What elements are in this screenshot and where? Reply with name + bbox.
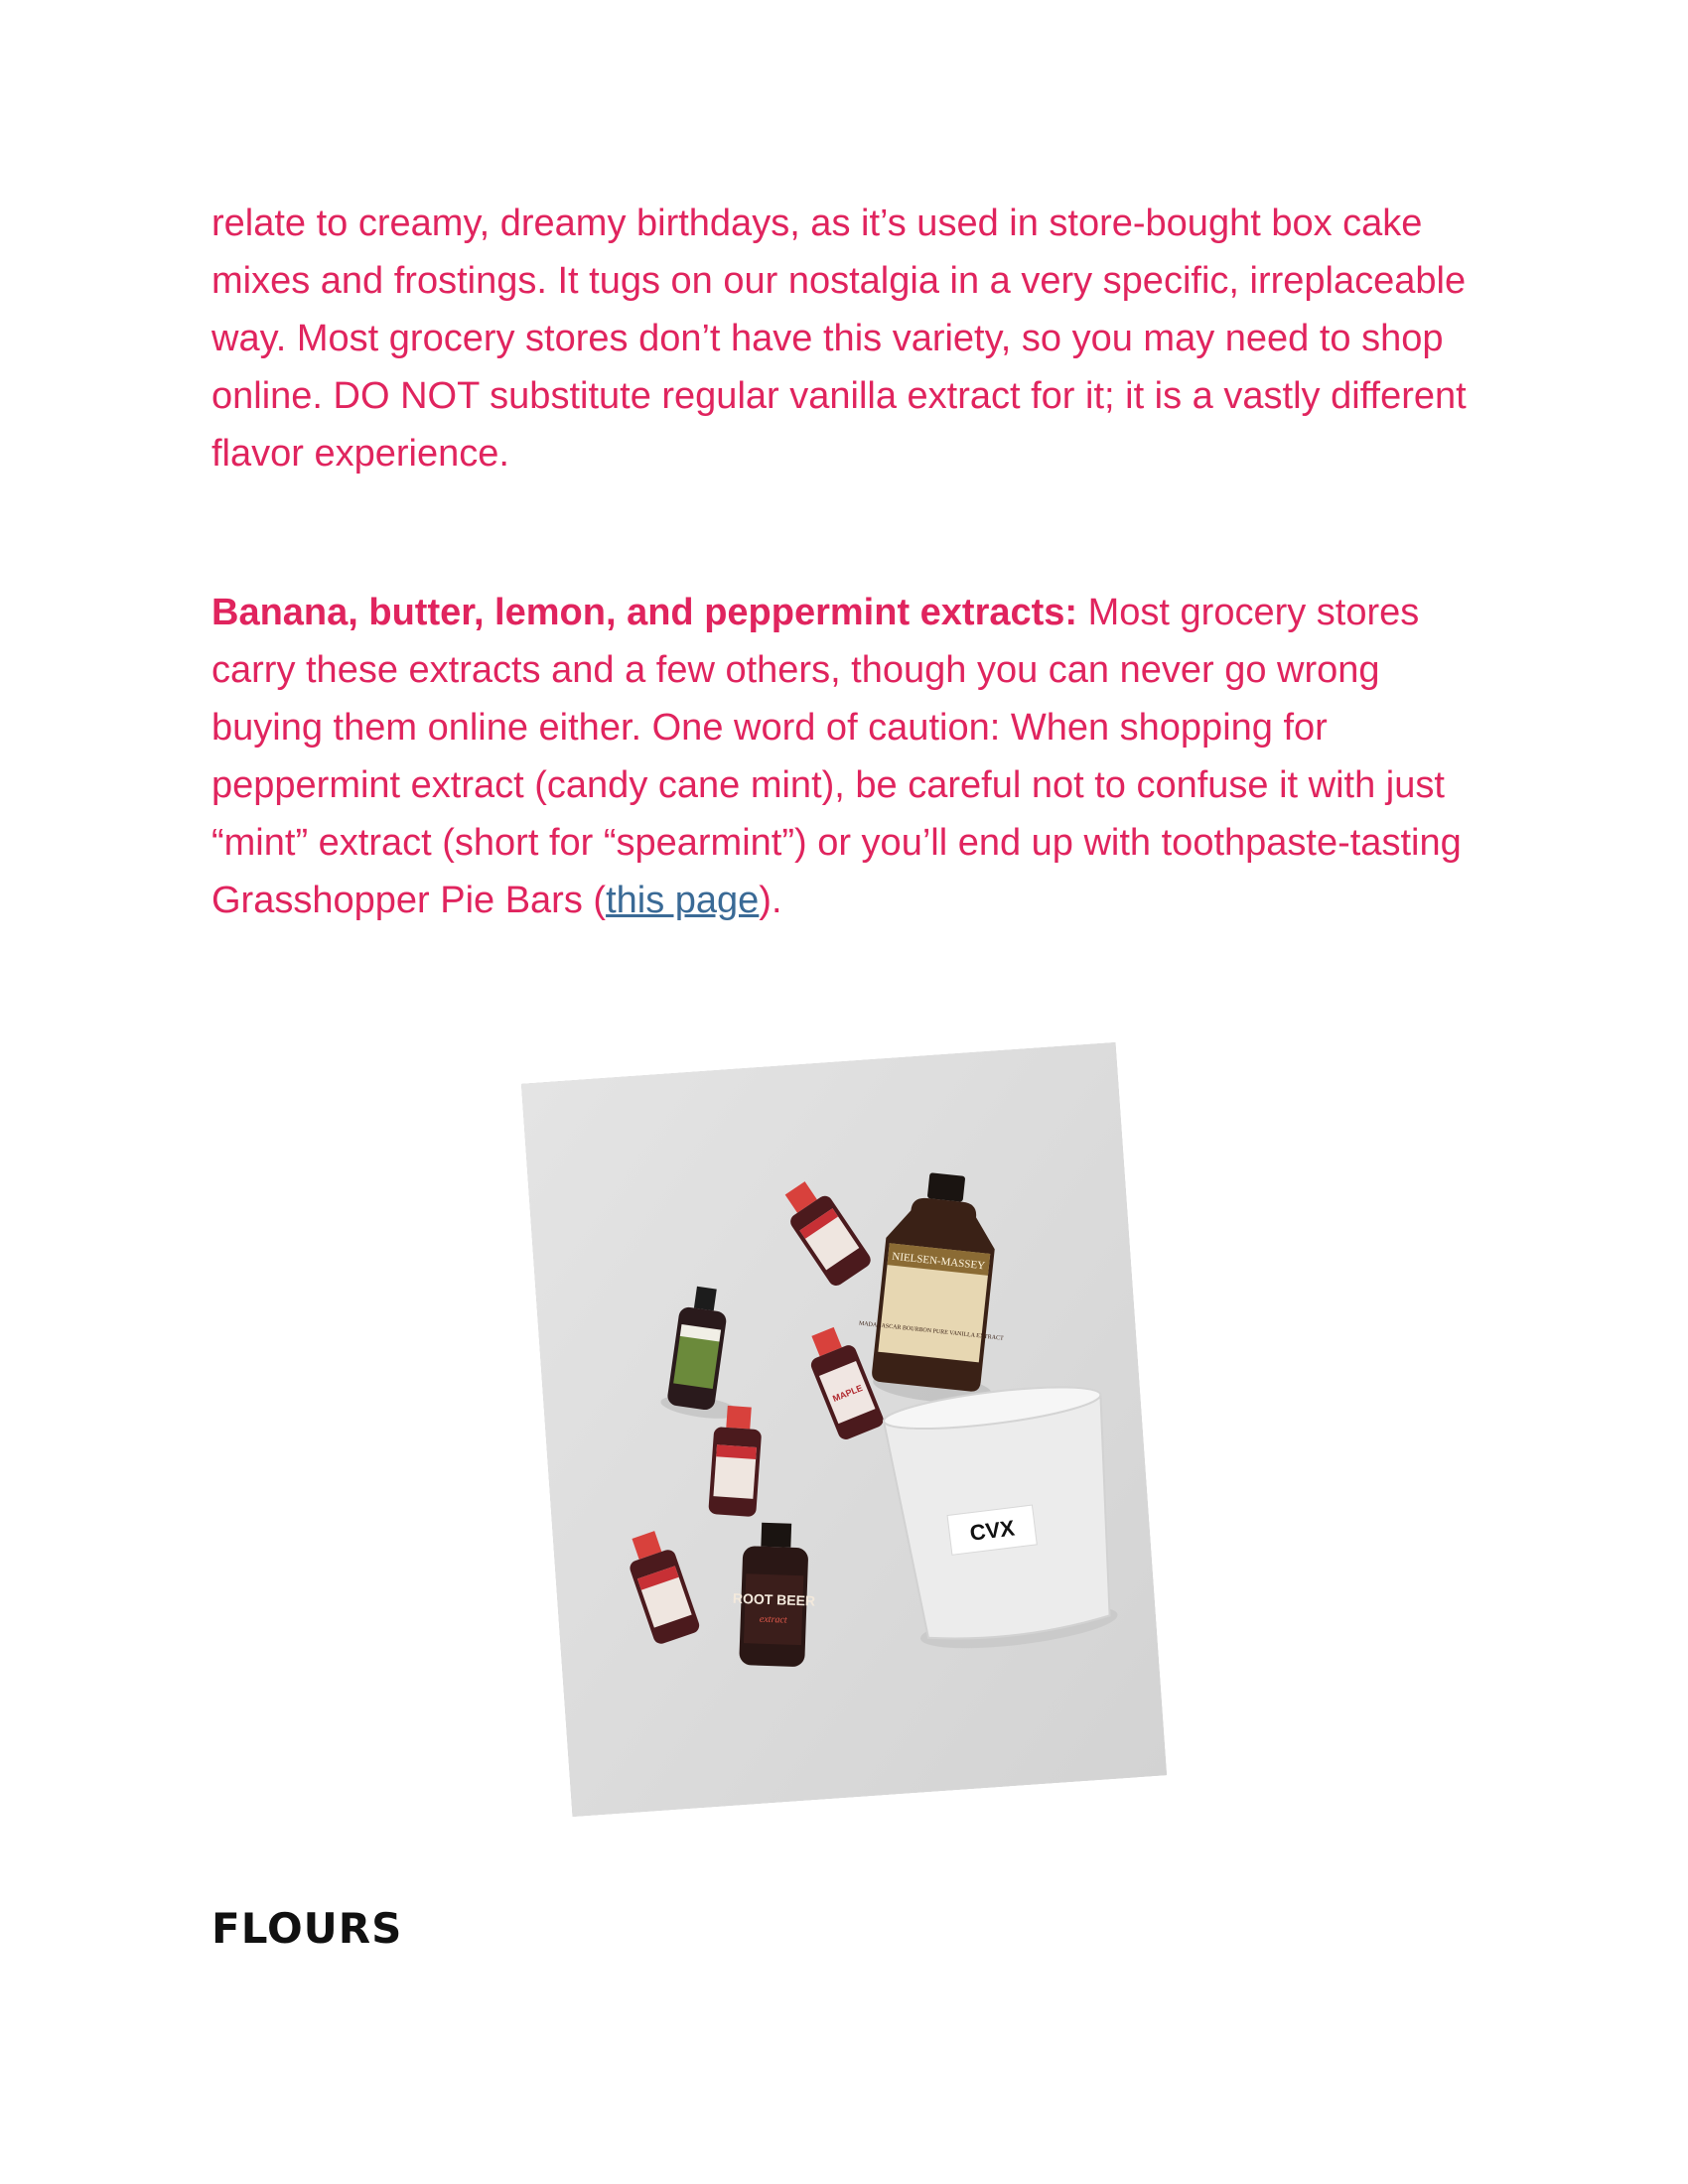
svg-text:MADAGASCAR BOURBON PURE VANILL: MADAGASCAR BOURBON PURE VANILLA EXTRACT xyxy=(858,1320,1004,1342)
paragraph-text: relate to creamy, dreamy birthdays, as it’s used in store-bought box cake mixes and frostings. It tugs on our nostalgia in a very specific, irreplaceable way. Most grocery stores don’t have this variety, so you may need to shop online. DO NOT substitute regular vanilla extract for it; it is a vastly different flavor experience. xyxy=(211,203,1467,475)
paragraph-clear-vanilla xyxy=(211,195,1482,482)
paragraph-extracts xyxy=(211,584,1482,929)
extracts-photo-illustration xyxy=(521,1042,1167,1817)
paragraph-lead: Banana, butter, lemon, and peppermint extracts: xyxy=(211,592,1078,633)
container-label: CVX xyxy=(968,1515,1017,1546)
extracts-photo xyxy=(521,1042,1167,1817)
svg-text:extract: extract xyxy=(759,1613,787,1626)
svg-text:MAPLE: MAPLE xyxy=(831,1382,865,1405)
section-heading-flours: FLOURS xyxy=(211,1904,403,1953)
svg-text:ROOT BEER: ROOT BEER xyxy=(732,1589,816,1609)
svg-text:NIELSEN-MASSEY: NIELSEN-MASSEY xyxy=(891,1250,986,1273)
paragraph-tail: ). xyxy=(759,880,782,921)
paragraph-body: Most grocery stores carry these extracts and a few others, though you can never go wrong buying them online either. One word of caution: When shopping for peppermint extract (candy cane mint), be careful not to confuse it with just “mint” extract (short for “spearmint”) or you’ll end up with toothpaste-tasting Grasshopper Pie Bars ( xyxy=(211,592,1462,921)
this-page-link[interactable]: this page xyxy=(606,880,760,921)
